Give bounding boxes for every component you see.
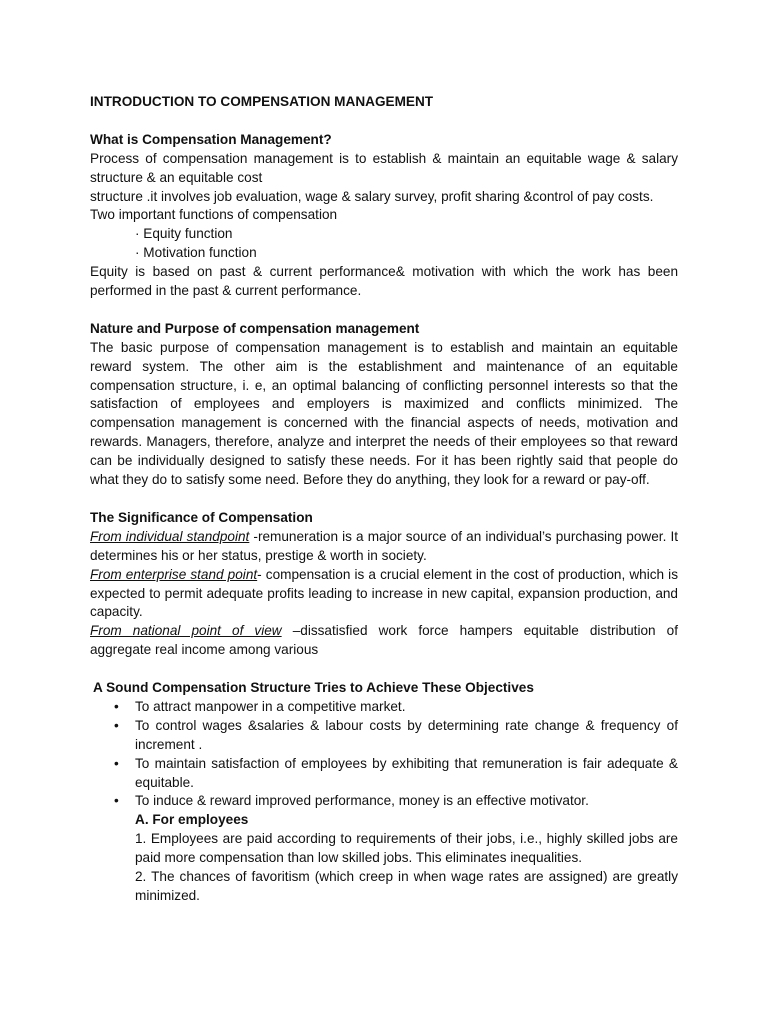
section-heading-significance: The Significance of Compensation bbox=[90, 509, 313, 525]
document-body bbox=[90, 93, 678, 906]
spacer bbox=[90, 301, 678, 320]
bullet-icon: • bbox=[114, 698, 119, 714]
paragraph: Equity is based on past & current performance& motivation with which the work has been performed in the past & current performance. bbox=[90, 264, 678, 299]
spacer bbox=[90, 112, 678, 131]
paragraph-line: Process of compensation management is to establish & maintain an equitable wage & salary bbox=[90, 150, 678, 166]
bullet-icon: • bbox=[114, 755, 119, 771]
national-point-label: From national point of view bbox=[90, 623, 282, 639]
national-point-text: –dissatisfied work force hampers equitable distribution of bbox=[281, 623, 678, 639]
list-item-text: To control wages &salaries & labour costs by determining rate change & frequency of increment . bbox=[135, 717, 678, 752]
paragraph-line: structure .it involves job evaluation, wage & salary survey, profit sharing &control of pay costs. bbox=[90, 188, 654, 204]
section-heading-objectives: A Sound Compensation Structure Tries to Achieve These Objectives bbox=[93, 680, 534, 696]
list-item bbox=[90, 755, 678, 793]
significance-national-continued: aggregate real income among various bbox=[90, 642, 319, 658]
spacer bbox=[90, 490, 678, 509]
enterprise-standpoint-label: From enterprise stand point bbox=[90, 566, 258, 582]
list-item-text: To attract manpower in a competitive market. bbox=[135, 698, 406, 714]
spacer bbox=[90, 660, 678, 679]
function-item-motivation: · Motivation function bbox=[135, 245, 257, 261]
employee-point-1: 1. Employees are paid according to requirements of their jobs, i.e., highly skilled jobs are paid more compensation than low skilled jobs. This eliminates inequalities. bbox=[135, 831, 678, 866]
paragraph-line: Two important functions of compensation bbox=[90, 207, 338, 223]
individual-standpoint-text: -remuneration is a major source of an individual’s purchasing power. It determines his or her status, prestige & worth in society. bbox=[90, 528, 678, 563]
list-item bbox=[90, 792, 678, 811]
employee-point-2: 2. The chances of favoritism (which creep in when wage rates are assigned) are greatly minimized. bbox=[135, 869, 678, 903]
bullet-icon: • bbox=[114, 793, 119, 809]
function-item-equity: · Equity function bbox=[135, 226, 233, 242]
list-item bbox=[90, 717, 678, 755]
paragraph: The basic purpose of compensation management is to establish and maintain an equitable reward system. The other aim is the establishment and maintenance of an equitable compensation structure, i. e, an optimal balancing of conflicting personnel interests so that the satisfaction of employees and employers is maximized and conflicts minimized. The compensation management is concerned with the financial aspects of needs, motivation and rewards. Managers, therefore, analyze and interpret the needs of their employees so that reward can be individually designed to satisfy these needs. For it has been rightly said that people do what they do to satisfy some need. Before they do anything, they look for a reward or pay-off. bbox=[90, 339, 678, 488]
list-item-text: To maintain satisfaction of employees by exhibiting that remuneration is fair adequate & equitable. bbox=[135, 755, 678, 790]
significance-enterprise bbox=[90, 566, 678, 623]
bullet-icon: • bbox=[114, 717, 119, 733]
subheading-for-employees: A. For employees bbox=[135, 812, 249, 828]
section-heading-nature-purpose: Nature and Purpose of compensation management bbox=[90, 320, 420, 336]
list-item bbox=[90, 698, 678, 717]
document-title: INTRODUCTION TO COMPENSATION MANAGEMENT bbox=[90, 94, 434, 109]
enterprise-standpoint-text: - compensation is a crucial element in the cost of production, which is expected to permit adequate profits leading to increase in new capital, expansion production, and capacity. bbox=[90, 566, 678, 620]
list-item-text: To induce & reward improved performance, money is an effective motivator. bbox=[135, 793, 589, 809]
individual-standpoint-label: From individual standpoint bbox=[90, 528, 250, 544]
section-heading-what-is: What is Compensation Management? bbox=[90, 131, 332, 147]
objectives-list bbox=[90, 698, 678, 811]
significance-national bbox=[90, 622, 678, 641]
paragraph-line: structure & an equitable cost bbox=[90, 169, 263, 185]
significance-individual bbox=[90, 528, 678, 566]
